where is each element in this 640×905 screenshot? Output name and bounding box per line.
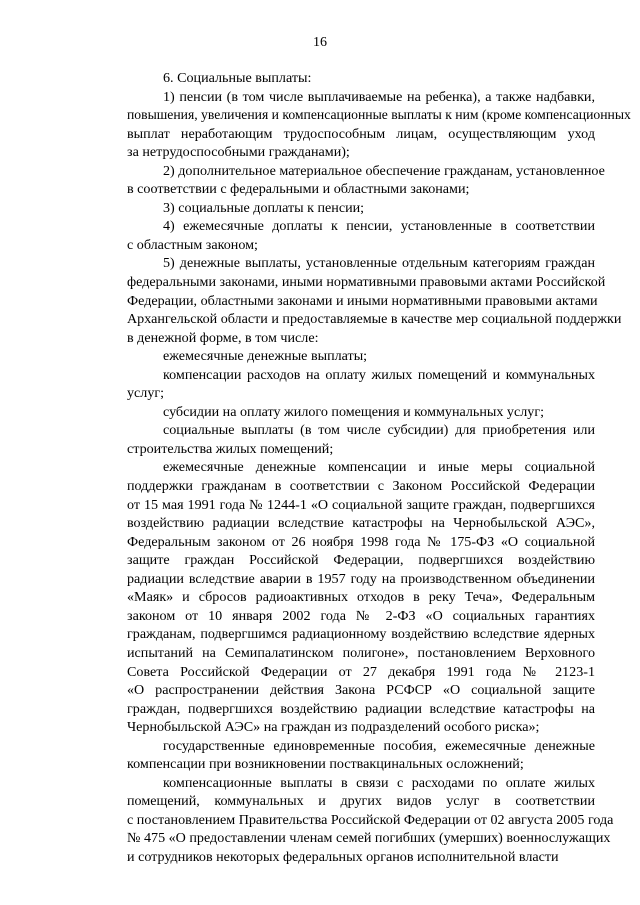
text-line: Федерации, областными законами и иными нормативными правовыми актами: [127, 292, 598, 309]
paragraph-p-7: [91, 366, 595, 403]
text-line: ежемесячные денежные выплаты;: [163, 348, 368, 365]
text-line: с областным законом;: [127, 236, 258, 253]
text-line: «Маяк» и сбросов радиоактивных отходов в реку Теча», Федеральным: [127, 589, 595, 606]
text-line: Чернобыльской АЭС» на граждан из подразделений особого риска»;: [127, 719, 540, 736]
paragraph-p-12: [91, 774, 614, 867]
text-line: ежемесячные денежные компенсации и иные меры социальной: [163, 459, 595, 476]
paragraph-p-3: [91, 199, 595, 218]
text-line: помещений, коммунальных и других видов услуг в соответствии: [127, 793, 595, 810]
text-line: 1) пенсии (в том числе выплачиваемые на ребенка), а также надбавки,: [163, 88, 595, 105]
text-line: компенсации расходов на оплату жилых помещений и коммунальных: [163, 366, 595, 383]
text-line: 4) ежемесячные доплаты к пенсии, установленные в соответствии: [163, 218, 595, 235]
paragraph-p-4: [91, 217, 595, 254]
text-line: 2) дополнительное материальное обеспечение гражданам, установленное: [163, 162, 605, 179]
paragraph-p-9: [91, 421, 595, 458]
text-line: Федеральным законом от 26 ноября 1998 года № 175-ФЗ «О социальной: [127, 533, 595, 550]
text-line: услуг;: [127, 385, 165, 402]
text-line: радиации вследствие аварии в 1957 году на производственном объединении: [127, 570, 595, 587]
text-line: «О распространении действия Закона РСФСР «О социальной защите: [127, 682, 595, 699]
page-number: 16: [313, 35, 327, 50]
text-line: выплат неработающим трудоспособным лицам, осуществляющим уход: [127, 125, 595, 142]
text-line: Совета Российской Федерации от 27 декабря 1991 года № 2123-1: [127, 663, 595, 680]
paragraph-p-11: [91, 737, 595, 774]
text-line: субсидии на оплату жилого помещения и коммунальных услуг;: [163, 403, 545, 420]
text-line: компенсации при возникновении поствакцинальных осложнений;: [127, 756, 524, 773]
paragraph-p-6: [91, 347, 595, 366]
paragraph-p-10: [91, 458, 595, 736]
text-line: государственные единовременные пособия, ежемесячные денежные: [163, 737, 595, 754]
text-line: защите граждан Российской Федерации, подвергшихся воздействию: [127, 552, 595, 569]
text-line: № 475 «О предоставлении членам семей погибших (умерших) военнослужащих: [127, 830, 611, 847]
paragraph-p-2: [91, 162, 605, 199]
text-line: повышения, увеличения и компенсационные выплаты к ним (кроме компенсационных: [127, 107, 631, 123]
document-body: [91, 69, 631, 867]
text-line: поддержки гражданам в соответствии с Законом Российской Федерации: [127, 478, 595, 495]
text-line: 5) денежные выплаты, установленные отдельным категориям граждан: [163, 255, 595, 272]
text-line: за нетрудоспособными гражданами);: [127, 144, 350, 161]
text-line: испытаний на Семипалатинском полигоне», постановлением Верховного: [127, 644, 595, 661]
text-line: в денежной форме, в том числе:: [127, 329, 319, 346]
paragraph-p-5: [91, 254, 622, 347]
text-line: социальные выплаты (в том числе субсидии) для приобретения или: [163, 422, 595, 439]
text-line: граждан, подвергшихся воздействию радиации вследствие катастрофы на: [127, 700, 595, 717]
paragraph-p-heading: [91, 69, 595, 88]
text-line: 3) социальные доплаты к пенсии;: [163, 199, 365, 216]
text-line: 6. Социальные выплаты:: [163, 70, 312, 86]
text-line: законом от 10 января 2002 года № 2-ФЗ «О социальных гарантиях: [127, 607, 595, 624]
text-line: и сотрудников некоторых федеральных органов исполнительной власти: [127, 848, 559, 865]
paragraph-p-8: [91, 403, 595, 422]
text-line: в соответствии с федеральными и областными законами;: [127, 181, 470, 198]
text-line: гражданам, подвергшимся радиационному воздействию вследствие ядерных: [127, 626, 595, 643]
text-line: строительства жилых помещений;: [127, 440, 334, 457]
text-line: компенсационные выплаты в связи с расходами по оплате жилых: [163, 774, 595, 791]
text-line: от 15 мая 1991 года № 1244-1 «О социальной защите граждан, подвергшихся: [127, 496, 595, 513]
text-line: Архангельской области и предоставляемые в качестве мер социальной поддержки: [127, 311, 622, 328]
text-line: с постановлением Правительства Российской Федерации от 02 августа 2005 года: [127, 811, 614, 828]
paragraph-p-1: [91, 88, 631, 162]
text-line: федеральными законами, иными нормативными правовыми актами Российской: [127, 274, 606, 291]
text-line: воздействию радиации вследствие катастрофы на Чернобыльской АЭС»,: [127, 515, 595, 532]
